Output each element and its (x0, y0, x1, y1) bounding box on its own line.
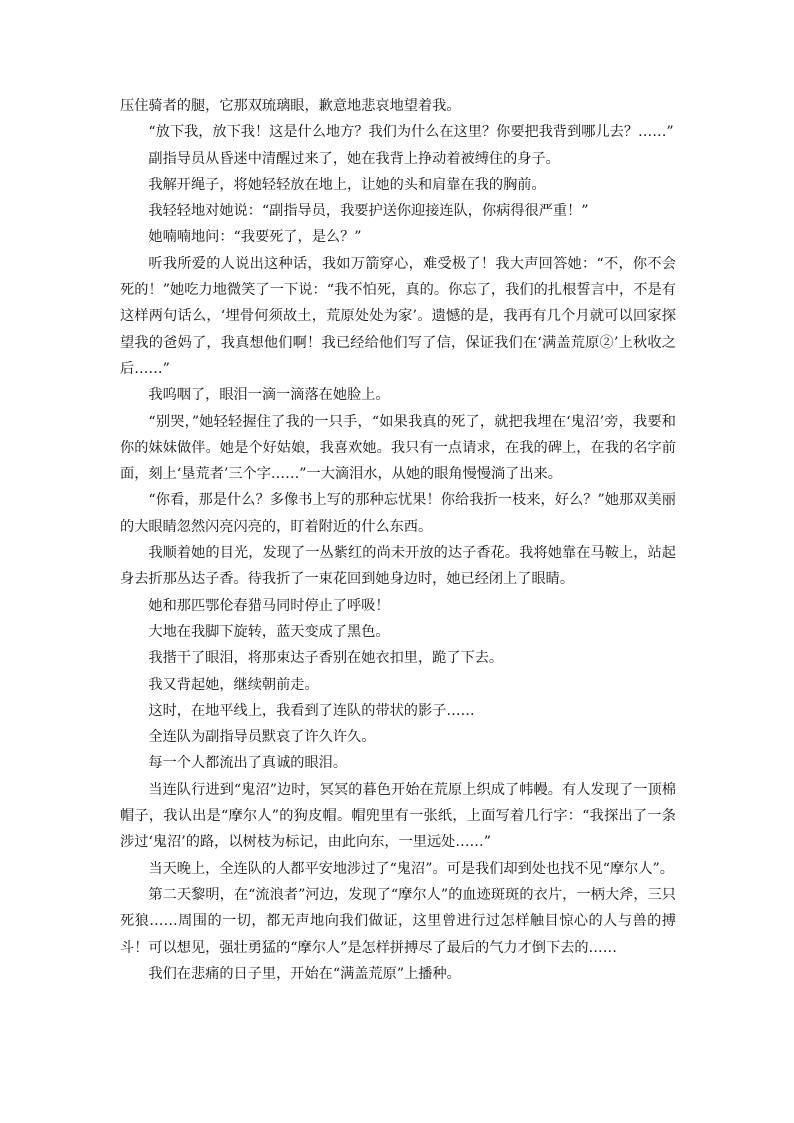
paragraph: 我呜咽了，眼泪一滴一滴落在她脸上。 (148, 387, 390, 404)
paragraph: 她和那匹鄂伦春猎马同时停止了呼吸！ (148, 597, 390, 614)
paragraph: 副指导员从昏迷中清醒过来了，她在我背上挣动着被缚住的身子。 (148, 150, 560, 167)
paragraph: 压住骑者的腿，它那双琉璃眼，歉意地悲哀地望着我。 (120, 98, 461, 114)
paragraph: 她喃喃地问：“我要死了，是么？” (148, 229, 362, 246)
paragraph: 我顺着她的目光，发现了一丛紫红的尚未开放的达子香花。我将她靠在马鞍上，站起身去折那丛达子香。待我折了一束花回到她身边时，她已经闭上了眼睛。 (120, 545, 676, 588)
paragraph: 第二天黎明，在“流浪者”河边，发现了“摩尔人”的血迹斑斑的衣片，一柄大斧，三只死狼……周围的一切，都无声地向我们做证，这里曾进行过怎样触目惊心的人与兽的搏斗！可以想见，强壮勇猛的“摩尔人”是怎样拼搏尽了最后的气力才倒下去的…… (120, 886, 676, 956)
paragraph: 我解开绳子，将她轻轻放在地上，让她的头和肩靠在我的胸前。 (148, 176, 546, 193)
paragraph: “你看，那是什么？多像书上写的那种忘忧果！你给我折一枝来，好么？”她那双美丽的大眼睛忽然闪亮闪亮的，盯着附近的什么东西。 (120, 492, 676, 535)
paragraph: 这时，在地平线上，我看到了连队的带状的影子…… (148, 702, 475, 719)
paragraph: 当连队行进到“鬼沼”边时，冥冥的暮色开始在荒原上织成了帏幔。有人发现了一顶棉帽子，我认出是“摩尔人”的狗皮帽。帽兜里有一张纸，上面写着几行字：“我探出了一条涉过‘鬼沼’的路，以树枝为标记，由此向东，一里远处……” (120, 781, 676, 851)
paragraph: “别哭，”她轻轻握住了我的一只手，“如果我真的死了，就把我埋在‘鬼沼’旁，我要和你的妹妹做伴。她是个好姑娘，我喜欢她。我只有一点请求，在我的碑上，在我的名字前面，刻上‘垦荒者’三个字……”一大滴泪水，从她的眼角慢慢淌了出来。 (120, 413, 676, 483)
paragraph: 当天晚上，全连队的人都平安地涉过了“鬼沼”。可是我们却到处也找不见“摩尔人”。 (148, 860, 674, 877)
paragraph: 全连队为副指导员默哀了许久许久。 (148, 729, 376, 746)
document-body (120, 93, 676, 987)
paragraph: 我揩干了眼泪，将那束达子香别在她衣扣里，跪了下去。 (148, 650, 504, 667)
paragraph: “放下我，放下我！这是什么地方？我们为什么在这里？你要把我背到哪儿去？……” (148, 124, 674, 141)
paragraph: 每一个人都流出了真诚的眼泪。 (148, 755, 348, 772)
paragraph: 我又背起她，继续朝前走。 (148, 676, 319, 693)
paragraph: 我轻轻地对她说：“副指导员，我要护送你迎接连队，你病得很严重！” (148, 203, 589, 220)
paragraph: 听我所爱的人说出这种话，我如万箭穿心，难受极了！我大声回答她：“不，你不会死的！”她吃力地微笑了一下说：“我不怕死，真的。你忘了，我们的扎根誓言中，不是有这样两句话么，‘埋骨何须故土，荒原处处为家’。遗憾的是，我再有几个月就可以回家探望我的爸妈了，我真想他们啊！我已经给他们写了信，保证我们在‘满盖荒原②’上秋收之后……” (120, 255, 676, 377)
paragraph: 我们在悲痛的日子里，开始在“满盖荒原”上播种。 (148, 965, 461, 982)
paragraph: 大地在我脚下旋转，蓝天变成了黑色。 (148, 623, 390, 640)
